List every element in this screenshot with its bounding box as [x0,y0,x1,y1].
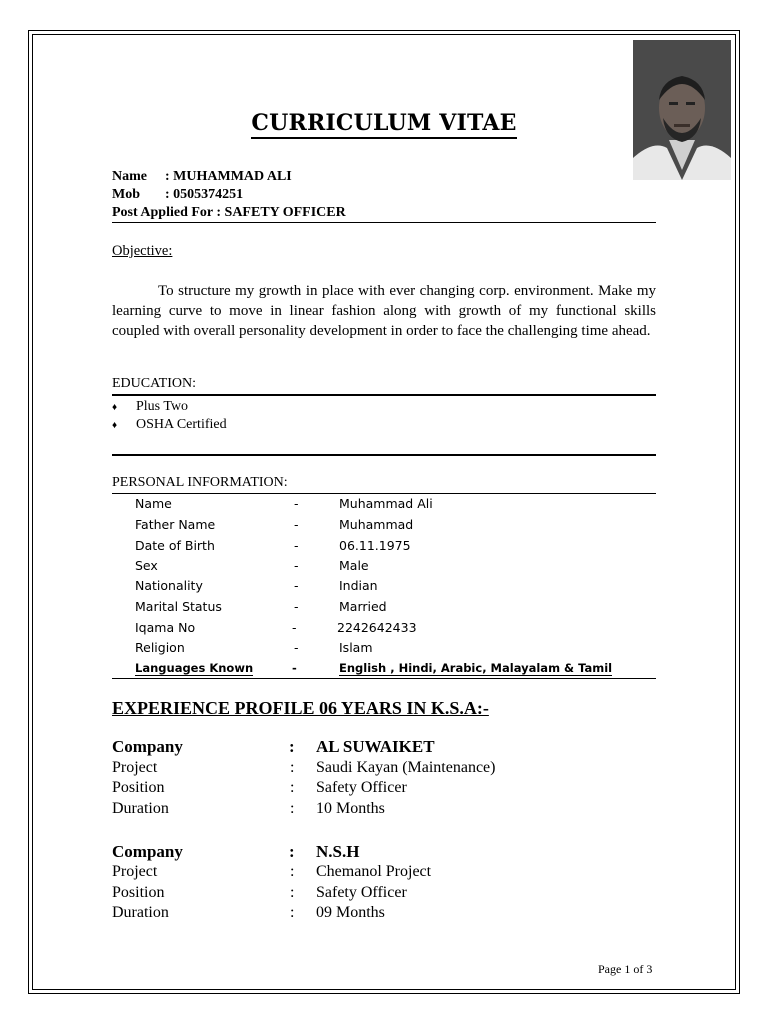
pi-label: Iqama No [135,620,196,635]
colon: : [290,884,295,901]
pi-value: Islam [339,640,373,655]
pi-sep: - [294,517,299,532]
pi-sep: - [294,558,299,573]
diamond-bullet-icon: ♦ [112,402,118,413]
position-label: Position [112,884,165,901]
pi-value: 06.11.1975 [339,538,411,553]
colon: : [289,737,295,756]
objective-text: To structure my growth in place with ever changing corp. environment. Make my learning curve to move in linear fashion along with growth of my functional skills coupled with overall personality development in order to face the challenging time ahead. [112,283,656,339]
pi-label: Date of Birth [135,538,215,553]
project-value: Saudi Kayan (Maintenance) [316,759,496,776]
position-label: Position [112,779,165,796]
post-applied: Post Applied For : SAFETY OFFICER [112,205,346,220]
education-item: ♦ OSHA Certified [112,417,227,432]
company-label: Company [112,842,183,861]
colon: : [290,904,295,921]
page-number: Page 1 of 3 [598,962,653,976]
pi-label: Sex [135,558,158,573]
mob-value: : 0505374251 [165,187,244,202]
experience-heading: EXPERIENCE PROFILE 06 YEARS IN K.S.A:- [112,698,489,718]
pi-label: Name [135,496,172,511]
pi-sep: - [294,599,299,614]
education-item: ♦ Plus Two [112,399,189,414]
pi-sep: - [294,538,299,553]
pi-value: 2242642433 [337,620,417,635]
pi-value: Male [339,558,369,573]
pi-value: Muhammad [339,517,414,532]
pi-sep: - [294,578,299,593]
pi-sep: - [294,496,299,511]
duration-value: 10 Months [316,800,385,817]
pi-label: Marital Status [135,599,222,614]
duration-value: 09 Months [316,904,385,921]
cv-title: CURRICULUM VITAE [0,110,768,136]
pi-sep: - [294,640,299,655]
colon: : [289,842,295,861]
personal-rule-bottom [112,678,656,679]
pi-sep: - [292,661,297,675]
pi-label: Religion [135,640,185,655]
personal-rule-top [112,493,656,494]
objective-label: Objective: [112,243,173,259]
colon: : [290,863,295,880]
pi-sep: - [292,620,297,635]
project-value: Chemanol Project [316,863,432,880]
diamond-bullet-icon: ♦ [112,420,118,431]
pi-label: Nationality [135,578,203,593]
position-value: Safety Officer [316,884,407,901]
pi-value: English , Hindi, Arabic, Malayalam & Tamil [339,661,613,675]
duration-label: Duration [112,800,169,817]
colon: : [290,779,295,796]
pi-label: Father Name [135,517,216,532]
mob-label: Mob [112,187,140,202]
company-value: AL SUWAIKET [316,737,435,756]
header-rule [112,222,656,223]
colon: : [290,800,295,817]
personal-info-label: PERSONAL INFORMATION: [112,475,288,490]
project-label: Project [112,759,158,776]
duration-label: Duration [112,904,169,921]
position-value: Safety Officer [316,779,407,796]
pi-value: Muhammad Ali [339,496,433,511]
colon: : [290,759,295,776]
name-label: Name [112,169,147,184]
pi-value: Married [339,599,387,614]
education-rule-top [112,394,656,396]
name-value: : MUHAMMAD ALI [165,169,292,184]
pi-label: Languages Known [135,661,254,675]
company-value: N.S.H [316,842,360,861]
project-label: Project [112,863,158,880]
company-label: Company [112,737,183,756]
pi-value: Indian [339,578,378,593]
education-label: EDUCATION: [112,376,196,391]
education-rule-bottom [112,454,656,456]
